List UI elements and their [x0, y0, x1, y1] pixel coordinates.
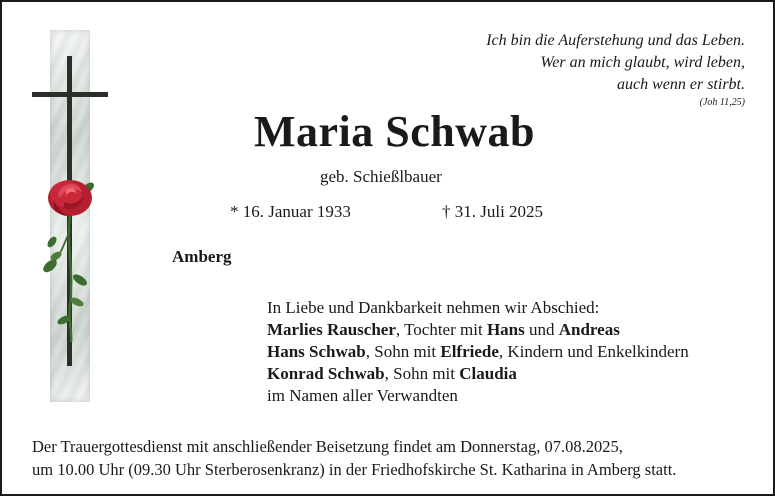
deceased-name: Maria Schwab [254, 107, 535, 156]
place-name: Amberg [172, 247, 232, 266]
mourner-name: Hans [486, 320, 525, 339]
mourner-name: Hans Schwab [267, 342, 366, 361]
mourner-name: Konrad Schwab [267, 364, 385, 383]
cross-icon [30, 30, 110, 402]
mourner-relation: , Sohn mit [365, 342, 441, 361]
mourner-relation: , Tochter mit [395, 320, 487, 339]
born-name: geb. Schießlbauer [320, 167, 442, 186]
birth-date: * 16. Januar 1933 [230, 202, 351, 221]
quote-reference: (Joh 11,25) [699, 97, 745, 108]
mourner-name: Claudia [459, 364, 517, 383]
mourner-relation: , Kindern und Enkelkindern [498, 342, 689, 361]
quote-line-2: Wer an mich glaubt, wird leben, [540, 54, 745, 71]
mourners-intro: In Liebe und Dankbarkeit nehmen wir Abschied: [267, 298, 600, 317]
bible-quote [486, 30, 745, 110]
mourner-name: Elfriede [440, 342, 499, 361]
mourners-closing: im Namen aller Verwandten [267, 386, 458, 405]
mourner-line-3 [267, 363, 689, 385]
service-line-2: um 10.00 Uhr (09.30 Uhr Sterberosenkranz) in der Friedhofskirche St. Katharina in Amberg statt. [32, 460, 677, 479]
mourner-relation: und [524, 320, 559, 339]
cross-rose-picture [30, 30, 110, 402]
mourner-line-2 [267, 341, 689, 363]
mourner-line-1 [267, 319, 689, 341]
quote-line-3: auch wenn er stirbt. [617, 76, 745, 93]
mourner-name: Marlies Rauscher [267, 320, 396, 339]
service-info [32, 435, 676, 481]
quote-line-1: Ich bin die Auferstehung und das Leben. [486, 32, 745, 49]
death-date: † 31. Juli 2025 [442, 202, 544, 221]
service-line-1: Der Trauergottesdienst mit anschließender Beisetzung findet am Donnerstag, 07.08.2025, [32, 437, 623, 456]
mourner-name: Andreas [558, 320, 620, 339]
mourner-relation: , Sohn mit [384, 364, 460, 383]
mourners-list [267, 297, 689, 407]
rose-icon [48, 180, 92, 216]
